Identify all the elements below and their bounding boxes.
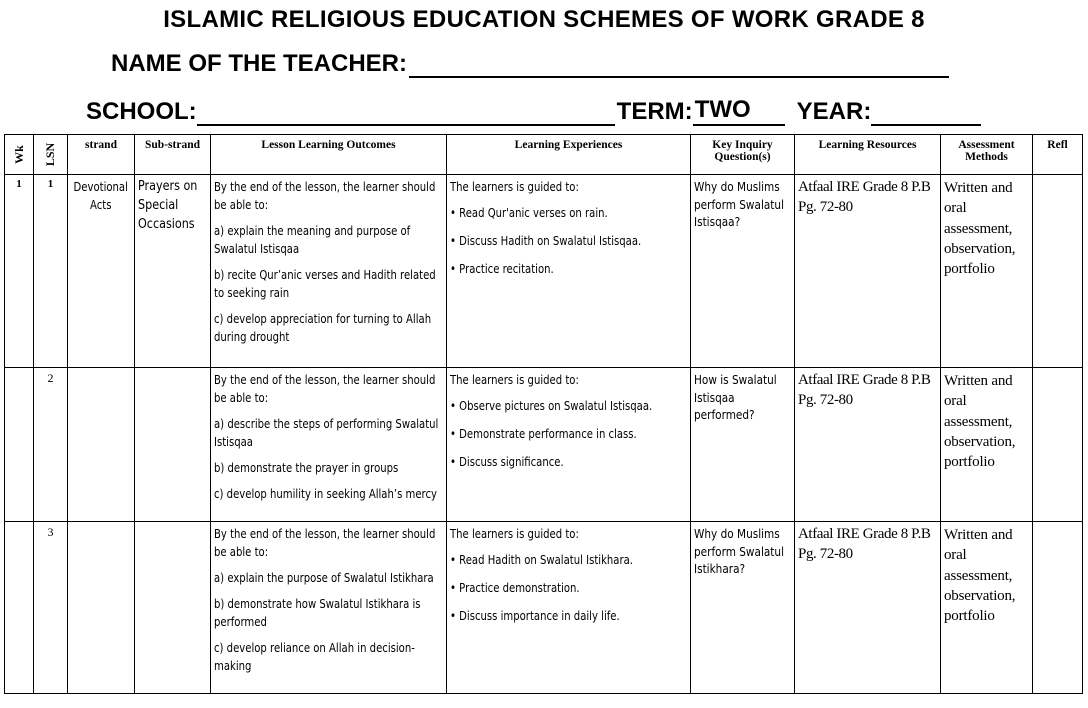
table-row [5, 368, 1083, 522]
outcomes-intro: By the end of the lesson, the learner should be able to: [214, 527, 436, 559]
inquiry-cell: Why do Muslims perform Swalatul Istikhara? [691, 522, 795, 694]
table-row [5, 175, 1083, 368]
outcome-item: b) recite Qur’anic verses and Hadith related to seeking rain [214, 268, 436, 300]
outcomes-intro: By the end of the lesson, the learner should be able to: [214, 373, 436, 405]
outcome-item: b) demonstrate the prayer in groups [214, 461, 399, 475]
strand-cell [68, 368, 135, 522]
experiences-intro: The learners is guided to: [450, 373, 579, 387]
outcomes-cell [211, 522, 447, 694]
experience-item: • Practice demonstration. [450, 579, 685, 597]
reflection-cell[interactable] [1033, 522, 1083, 694]
experiences-cell [447, 175, 691, 368]
column-header-assessment: Assessment Methods [941, 135, 1033, 175]
reflection-cell[interactable] [1033, 368, 1083, 522]
outcome-item: a) describe the steps of performing Swalatul Istisqaa [214, 417, 439, 449]
experiences-cell [447, 368, 691, 522]
column-header-reflection: Refl [1033, 135, 1083, 175]
inquiry-cell: Why do Muslims perform Swalatul Istisqaa? [691, 175, 795, 368]
experience-item: • Practice recitation. [450, 260, 685, 278]
resources-cell: Atfaal IRE Grade 8 P.B Pg. 72-80 [795, 368, 941, 522]
experience-item: • Discuss Hadith on Swalatul Istisqaa. [450, 232, 685, 250]
outcome-item: a) explain the meaning and purpose of Swalatul Istisqaa [214, 224, 411, 256]
inquiry-cell: How is Swalatul Istisqaa performed? [691, 368, 795, 522]
outcomes-cell [211, 175, 447, 368]
lesson-cell: 2 [34, 368, 68, 522]
lesson-cell: 3 [34, 522, 68, 694]
resources-cell: Atfaal IRE Grade 8 P.B Pg. 72-80 [795, 522, 941, 694]
column-header-resources: Learning Resources [795, 135, 941, 175]
column-header-inquiry: Key Inquiry Question(s) [691, 135, 795, 175]
teacher-name-row [111, 50, 949, 78]
strand-cell [68, 522, 135, 694]
outcome-item: a) explain the purpose of Swalatul Istikhara [214, 571, 434, 585]
school-term-year-row [86, 96, 981, 126]
teacher-name-field[interactable] [409, 50, 949, 78]
assessment-cell: Written and oral assessment, observation, portfolio [941, 175, 1033, 368]
experience-item: • Discuss significance. [450, 453, 685, 471]
experiences-cell [447, 522, 691, 694]
reflection-cell[interactable] [1033, 175, 1083, 368]
column-header-lsn: LSN [34, 135, 68, 175]
experiences-intro: The learners is guided to: [450, 527, 579, 541]
outcome-item: c) develop humility in seeking Allah’s mercy [214, 487, 437, 501]
week-cell [5, 368, 34, 522]
teacher-label: NAME OF THE TEACHER: [111, 50, 407, 77]
schemes-of-work-table [4, 134, 1083, 694]
week-cell [5, 522, 34, 694]
outcomes-intro: By the end of the lesson, the learner should be able to: [214, 180, 436, 212]
document-title: ISLAMIC RELIGIOUS EDUCATION SCHEMES OF WORK GRADE 8 [163, 6, 925, 33]
term-value[interactable]: TWO [693, 96, 785, 126]
column-header-wk: Wk [5, 135, 34, 175]
experiences-intro: The learners is guided to: [450, 180, 579, 194]
experience-item: • Observe pictures on Swalatul Istisqaa. [450, 397, 685, 415]
experience-item: • Read Hadith on Swalatul Istikhara. [450, 551, 685, 569]
school-label: SCHOOL: [86, 98, 197, 125]
assessment-cell: Written and oral assessment, observation, portfolio [941, 522, 1033, 694]
outcome-item: c) develop reliance on Allah in decision-making [214, 641, 415, 673]
school-name-field[interactable] [197, 98, 615, 126]
outcomes-cell [211, 368, 447, 522]
assessment-cell: Written and oral assessment, observation, portfolio [941, 368, 1033, 522]
outcome-item: c) develop appreciation for turning to Allah during drought [214, 312, 432, 344]
resources-cell: Atfaal IRE Grade 8 P.B Pg. 72-80 [795, 175, 941, 368]
lesson-cell: 1 [34, 175, 68, 368]
column-header-strand: strand [68, 135, 135, 175]
column-header-substrand: Sub-strand [135, 135, 211, 175]
year-label: YEAR: [796, 98, 872, 125]
outcome-item: b) demonstrate how Swalatul Istikhara is performed [214, 597, 421, 629]
strand-cell: Devotional Acts [68, 175, 135, 368]
week-cell: 1 [5, 175, 34, 368]
substrand-cell [135, 368, 211, 522]
column-header-outcomes: Lesson Learning Outcomes [211, 135, 447, 175]
table-header-row [5, 135, 1083, 175]
substrand-cell: Prayers on Special Occasions [135, 175, 211, 368]
experience-item: • Discuss importance in daily life. [450, 607, 685, 625]
year-field[interactable] [871, 98, 981, 126]
table-row [5, 522, 1083, 694]
term-label: TERM: [616, 98, 693, 125]
substrand-cell [135, 522, 211, 694]
experience-item: • Demonstrate performance in class. [450, 425, 685, 443]
experience-item: • Read Qur'anic verses on rain. [450, 204, 685, 222]
column-header-experiences: Learning Experiences [447, 135, 691, 175]
